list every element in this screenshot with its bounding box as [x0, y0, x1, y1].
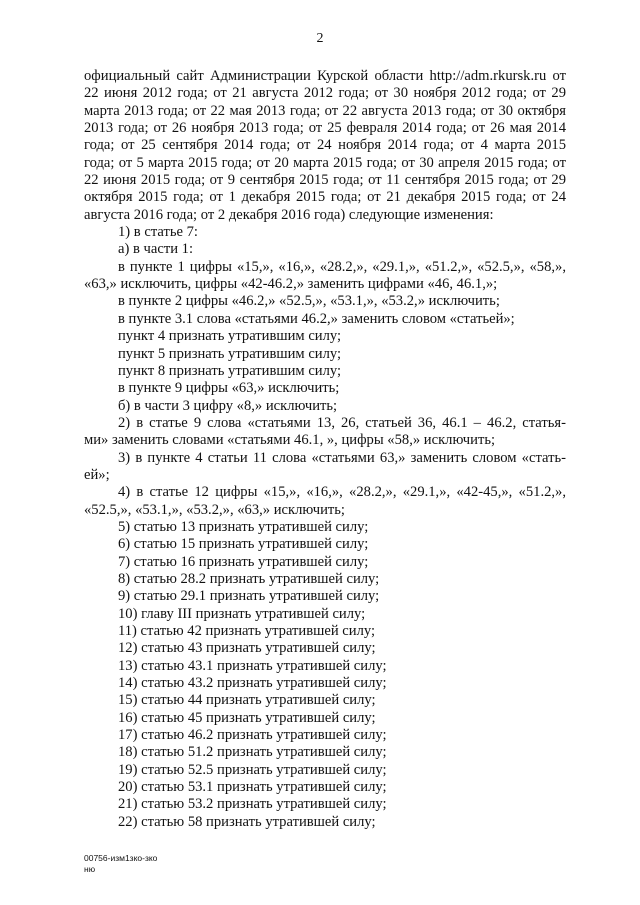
text-line: 1) в статье 7: — [118, 224, 198, 241]
text-line: 19) статью 52.5 признать утратившей силу; — [118, 761, 387, 778]
text-line: 2) в статье 9 слова «статьями 13, 26, статьей 36, 46.1 – 46.2, статья- — [118, 414, 566, 431]
text-line: 2013 года; от 26 ноября 2013 года; от 25 февраля 2014 года; от 26 мая 2014 — [84, 120, 566, 137]
text-line: официальный сайт Администрации Курской области http://adm.rkursk.ru от — [84, 68, 566, 84]
text-line: 11) статью 42 признать утратившей силу; — [118, 623, 376, 639]
text-line: марта 2013 года; от 22 мая 2013 года; от 22 августа 2013 года; от 30 октября — [84, 102, 566, 119]
text-line: а) в части 1: — [118, 241, 194, 258]
text-line: ми» заменить словами «статьями 46.1, », цифры «58,» исключить; — [84, 432, 496, 449]
text-line: 20) статью 53.1 признать утратившей силу; — [118, 779, 387, 796]
text-line: б) в части 3 цифру «8,» исключить; — [118, 397, 338, 414]
text-line: в пункте 2 цифры «46.2,» «52.5,», «53.1,», «53.2,» исключить; — [118, 293, 500, 310]
footer-line-2: ню — [84, 864, 96, 874]
text-line: 8) статью 28.2 признать утратившей силу; — [118, 570, 380, 587]
footer-file-code — [84, 853, 157, 875]
text-line: 3) в пункте 4 статьи 11 слова «статьями 63,» заменить словом «стать- — [118, 449, 566, 466]
text-line: ей»; — [84, 466, 110, 483]
page-number: 2 — [316, 31, 324, 46]
text-line: пункт 8 признать утратившим силу; — [118, 362, 342, 379]
text-line: августа 2016 года; от 2 декабря 2016 года) следующие изменения: — [84, 206, 494, 223]
footer-line-1: 00756-изм1зко-зко — [84, 853, 158, 863]
text-line: «52.5,», «53.1,», «53.2,», «63,» исключить; — [84, 501, 345, 518]
text-line: 5) статью 13 признать утратившей силу; — [118, 518, 369, 535]
text-line: 9) статью 29.1 признать утратившей силу; — [118, 588, 380, 605]
text-line: «63,» исключить, цифры «42-46.2,» заменить цифрами «46, 46.1,»; — [84, 276, 498, 293]
text-line: пункт 5 признать утратившим силу; — [118, 345, 342, 362]
document-body — [84, 68, 566, 831]
text-line: 16) статью 45 признать утратившей силу; — [118, 709, 376, 726]
text-line: октября 2015 года; от 1 декабря 2015 года; от 21 декабря 2015 года; от 24 — [84, 189, 566, 206]
text-line: 22) статью 58 признать утратившей силу; — [118, 813, 376, 830]
text-line: года; от 5 марта 2015 года; от 20 марта 2015 года; от 30 апреля 2015 года; от — [84, 154, 566, 171]
text-line: 12) статью 43 признать утратившей силу; — [118, 640, 376, 657]
text-line: 7) статью 16 признать утратившей силу; — [118, 553, 369, 570]
text-line: 17) статью 46.2 признать утратившей силу; — [118, 727, 387, 744]
text-line: 4) в статье 12 цифры «15,», «16,», «28.2,», «29.1,», «42-45,», «51.2,», — [118, 484, 566, 501]
text-line: в пункте 3.1 слова «статьями 46.2,» заменить словом «статьей»; — [118, 310, 515, 327]
text-line: пункт 4 признать утратившим силу; — [118, 328, 342, 345]
text-line: 10) главу III признать утратившей силу; — [118, 605, 366, 622]
text-line: 22 июня 2012 года; от 21 августа 2012 года; от 30 ноября 2012 года; от 29 — [84, 85, 566, 102]
text-line: 22 июня 2015 года; от 9 сентября 2015 года; от 11 сентября 2015 года; от 29 — [84, 172, 566, 189]
text-line: 6) статью 15 признать утратившей силу; — [118, 536, 369, 553]
text-line: 15) статью 44 признать утратившей силу; — [118, 692, 376, 709]
text-line: 13) статью 43.1 признать утратившей силу; — [118, 657, 387, 674]
text-line: года; от 25 сентября 2014 года; от 24 ноября 2014 года; от 4 марта 2015 — [84, 137, 566, 154]
text-line: в пункте 1 цифры «15,», «16,», «28.2,», «29.1,», «51.2,», «52.5,», «58,», — [118, 258, 566, 275]
text-line: 21) статью 53.2 признать утратившей силу; — [118, 796, 387, 813]
text-line: 14) статью 43.2 признать утратившей силу; — [118, 675, 387, 692]
text-line: в пункте 9 цифры «63,» исключить; — [118, 380, 340, 397]
text-line: 18) статью 51.2 признать утратившей силу; — [118, 744, 387, 761]
